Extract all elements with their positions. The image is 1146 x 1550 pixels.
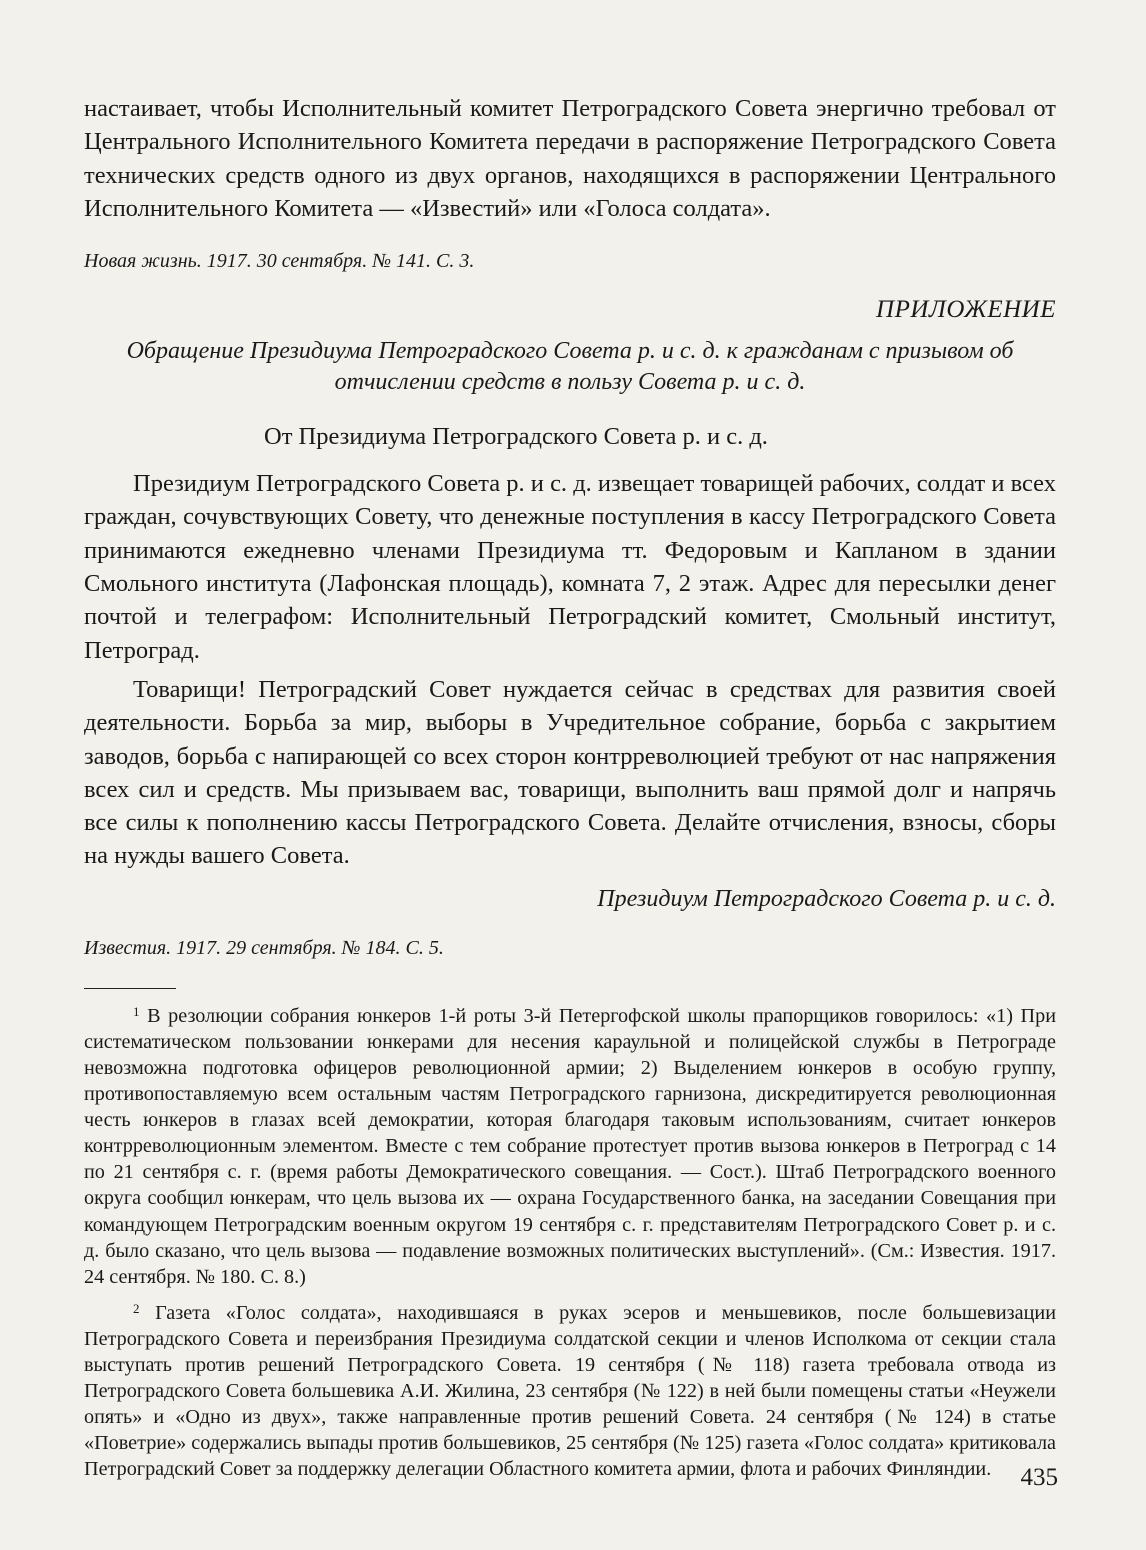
- appendix-label: ПРИЛОЖЕНИЕ: [876, 296, 1056, 324]
- document-page: [84, 92, 1056, 1482]
- page-number: 435: [1020, 1464, 1058, 1491]
- footnote-divider: [84, 988, 176, 989]
- footnote-1-number: 1: [133, 1003, 140, 1019]
- top-paragraph: настаивает, чтобы Исполнительный комитет Петроградского Совета энергично требовал от Центрального Исполнительного Комитета передачи в распоряжение Петроградского Совета технических средств одного из двух органов, находящихся в распоряжении Центрального Исполнительного Комитета — «Известий» или «Голоса солдата».: [84, 95, 1056, 222]
- appeal-paragraph-1: Президиум Петроградского Совета р. и с. д. извещает товарищей рабочих, солдат и всех граждан, сочувствующих Совету, что денежные поступления в кассу Петроградского Совета принимаются ежедневно членами Президиума тт. Федоровым и Капланом в здании Смольного института (Лафонская площадь), комната 7, 2 этаж. Адрес для пересылки денег почтой и телеграфом: Исполнительный Петроградский комитет, Смольный институт, Петроград.: [84, 470, 1056, 664]
- appeal-title: Обращение Президиума Петроградского Совета р. и с. д. к гражданам с призывом об отчислении средств в пользу Совета р. и с. д.: [126, 338, 1014, 396]
- footnote-2: [84, 1296, 1056, 1483]
- footnote-2-number: 2: [133, 1300, 140, 1316]
- footnote-1: [84, 999, 1056, 1290]
- source-citation-1: Новая жизнь. 1917. 30 сентября. № 141. С. 3.: [84, 250, 475, 273]
- appeal-signature: Президиум Петроградского Совета р. и с. д.: [597, 885, 1056, 912]
- source-citation-2: Известия. 1917. 29 сентября. № 184. С. 5.: [84, 936, 444, 959]
- footnote-2-text: Газета «Голос солдата», находившаяся в руках эсеров и меньшевиков, после большевизации Петроградского Совета и переизбрания Президиума солдатской секции и членов Исполкома от секции стала выступать против решений Петроградского Совета. 19 сентября (№ 118) газета требовала отвода из Петроградского Совета большевика А.И. Жилина, 23 сентября (№ 122) в ней были помещены статьи «Неужели опять» и «Одно из двух», также направленные против решений Совета. 24 сентября (№ 124) в статье «Поветрие» содержались выпады против большевиков, 25 сентября (№ 125) газета «Голос солдата» критиковала Петроградский Совет за поддержку делегации Областного комитета армии, флота и рабочих Финляндии.: [84, 1301, 1057, 1481]
- appeal-heading: От Президиума Петроградского Совета р. и с. д.: [264, 423, 768, 451]
- footnote-1-text: В резолюции собрания юнкеров 1-й роты 3-й Петергофской школы прапорщиков говорилось: «1) При систематическом пользовании юнкерами для несения караульной и полицейской службы в Петрограде невозможна подготовка офицеров революционной армии; 2) Выделением юнкеров в особую группу, противопоставляемую всем остальным частям Петроградского гарнизона, дискредитируется революционная честь юнкеров в глазах всей демократии, которая благодаря таковым использованиям, считает юнкеров контрреволюционным элементом. Вместе с тем собрание протестует против вызова юнкеров в Петроград с 14 по 21 сентября с. г. (время работы Демократического совещания. — Сост.). Штаб Петроградского военного округа сообщил юнкерам, что цель вызова их — охрана Государственного банка, на заседании Совещания при командующем Петроградским военным округом 19 сентября с. г. представителям Петроградского Совет р. и с. д. было сказано, что цель вызова — подавление возможных политических выступлений». (См.: Известия. 1917. 24 сентября. № 180. С. 8.): [84, 1004, 1057, 1288]
- appeal-paragraph-2: Товарищи! Петроградский Совет нуждается сейчас в средствах для развития своей деятельности. Борьба за мир, выборы в Учредительное собрание, борьба с закрытием заводов, борьба с напирающей со всех сторон контрреволюцией требуют от нас напряжения всех сил и средств. Мы призываем вас, товарищи, выполнить ваш прямой долг и напрячь все силы к пополнению кассы Петроградского Совета. Делайте отчисления, взносы, сборы на нужды вашего Совета.: [84, 675, 1056, 870]
